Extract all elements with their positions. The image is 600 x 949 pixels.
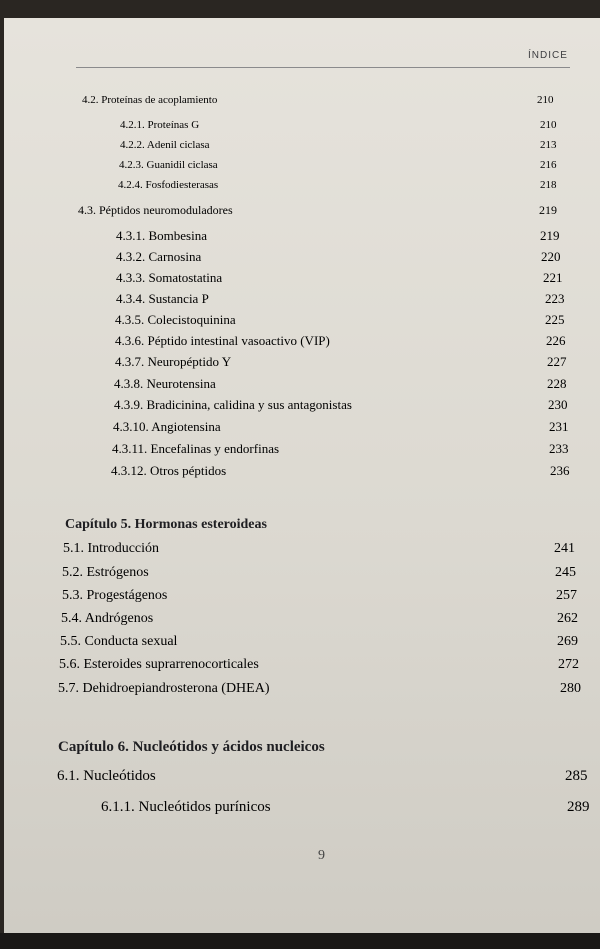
toc-entry-label: 4.3.12. Otros péptidos xyxy=(111,463,227,478)
toc-entry-label: 4.3.8. Neurotensina xyxy=(114,376,216,391)
toc-entry-label: 4.3.4. Sustancia P xyxy=(116,291,209,306)
book-page xyxy=(4,18,600,933)
toc-entry-label: 4.3.2. Carnosina xyxy=(116,249,202,264)
toc-entry-label: 4.2.2. Adenil ciclasa xyxy=(120,139,210,151)
chapter-6-title: Capítulo 6. Nucleótidos y ácidos nucleicos xyxy=(58,739,325,755)
toc-entry-label: 4.3.6. Péptido intestinal vasoactivo (VIP) xyxy=(115,333,330,348)
toc-entry-label: 5.3. Progestágenos xyxy=(62,588,168,603)
toc-entry-page: 219 xyxy=(539,203,557,217)
toc-entry-label: 4.2.1. Proteínas G xyxy=(120,119,200,131)
toc-entry-page: 219 xyxy=(540,228,560,243)
toc-entry-label: 4.2.3. Guanidil ciclasa xyxy=(119,159,218,171)
toc-entry-label: 4.3.5. Colecistoquinina xyxy=(115,312,236,327)
toc-entry-page: 220 xyxy=(541,249,561,264)
toc-entry-page: 285 xyxy=(565,768,588,784)
toc-entry-page: 226 xyxy=(546,333,566,348)
toc-entry-label: 4.3.11. Encefalinas y endorfinas xyxy=(112,441,280,456)
toc-entry-label: 5.5. Conducta sexual xyxy=(60,634,178,649)
toc-entry-label: 4.3.9. Bradicinina, calidina y sus antagonistas xyxy=(114,397,352,412)
toc-entry-label: 6.1. Nucleótidos xyxy=(57,768,156,784)
toc-entry-page: 257 xyxy=(556,588,577,603)
toc-entry-label: 4.3.7. Neuropéptido Y xyxy=(115,354,232,369)
toc-entry-page: 213 xyxy=(540,139,557,151)
toc-entry-page: 210 xyxy=(540,119,557,131)
toc-entry-page: 228 xyxy=(547,376,567,391)
toc-entry-label: 4.3.10. Angiotensina xyxy=(113,419,221,434)
toc-entry-page: 245 xyxy=(555,565,576,580)
toc-entry-page: 230 xyxy=(548,397,568,412)
toc-entry-page: 227 xyxy=(547,354,567,369)
toc-entry-label: 4.3.1. Bombesina xyxy=(116,228,207,243)
toc-entry-page: 233 xyxy=(549,441,569,456)
toc-entry-page: 223 xyxy=(545,291,565,306)
toc-entry-page: 269 xyxy=(557,634,578,649)
toc-entry-page: 280 xyxy=(560,681,581,696)
toc-entry-page: 241 xyxy=(554,541,575,556)
chapter-5-title: Capítulo 5. Hormonas esteroideas xyxy=(65,517,267,532)
toc-entry-page: 218 xyxy=(540,179,557,191)
toc-entry-label: 5.6. Esteroides suprarrenocorticales xyxy=(59,657,259,672)
toc-entry-page: 231 xyxy=(549,419,569,434)
toc-entry-label: 4.3.3. Somatostatina xyxy=(116,270,223,285)
toc-entry-page: 216 xyxy=(540,159,557,171)
toc-entry-page: 289 xyxy=(567,799,590,815)
toc-entry-label: 6.1.1. Nucleótidos purínicos xyxy=(101,799,271,815)
toc-entry-label: 4.2. Proteínas de acoplamiento xyxy=(82,94,218,106)
toc-entry-label: 5.1. Introducción xyxy=(63,541,160,556)
toc-entry-page: 262 xyxy=(557,611,578,626)
header-rule xyxy=(76,67,570,68)
toc-entry-page: 210 xyxy=(537,94,554,106)
page-shadow xyxy=(0,933,600,949)
toc-entry-label: 5.4. Andrógenos xyxy=(61,611,154,626)
toc-entry-label: 5.2. Estrógenos xyxy=(62,565,149,580)
toc-entry-page: 225 xyxy=(545,312,565,327)
toc-entry-page: 221 xyxy=(543,270,563,285)
toc-entry-page: 272 xyxy=(558,657,579,672)
page-number: 9 xyxy=(318,848,325,863)
section-header: ÍNDICE xyxy=(528,50,568,61)
toc-entry-label: 5.7. Dehidroepiandrosterona (DHEA) xyxy=(58,681,270,696)
toc-entry-page: 236 xyxy=(550,463,570,478)
toc-entry-label: 4.3. Péptidos neuromoduladores xyxy=(78,203,233,217)
toc-entry-label: 4.2.4. Fosfodiesterasas xyxy=(118,179,219,191)
